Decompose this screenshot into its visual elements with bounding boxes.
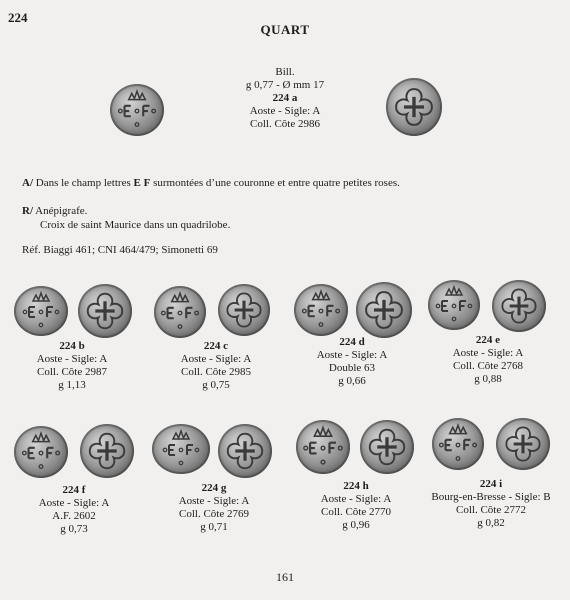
variant-mint: Aoste - Sigle: A: [316, 349, 388, 361]
obverse-text-b: surmontées d’une couronne et entre quatre petites roses.: [153, 177, 400, 189]
reverse-description: [22, 204, 562, 218]
variant-mint: Aoste - Sigle: A: [36, 353, 108, 365]
variant-id: 224 d: [339, 336, 365, 348]
variant-mint: Aoste - Sigle: A: [452, 347, 524, 359]
coin-reverse-224i: [496, 418, 550, 470]
coin-obverse-224b: [14, 286, 68, 336]
reverse-line2: Croix de saint Maurice dans un quadrilobe.: [40, 219, 231, 231]
coin-reverse-224e: [492, 280, 546, 332]
variant-collection: Coll. Côte 2768: [453, 360, 523, 372]
variant-weight: g 0,66: [338, 375, 366, 387]
coin-obverse-224c: [154, 286, 206, 338]
variant-caption: [12, 340, 132, 392]
obverse-text-a: Dans le champ lettres: [35, 177, 131, 189]
variant-mint: Aoste - Sigle: A: [178, 495, 250, 507]
variant-id: 224 g: [201, 482, 227, 494]
coin-obverse-224a: [110, 84, 164, 136]
coin-obverse-224e: [428, 280, 480, 330]
variant-caption: [154, 482, 274, 534]
variant-caption: [416, 478, 566, 530]
variant-mint: Bourg-en-Bresse - Sigle: B: [431, 491, 551, 503]
coin-obverse-224f: [14, 426, 68, 478]
main-coin-id: 224 a: [272, 92, 298, 104]
main-coin-mint: Aoste - Sigle: A: [249, 105, 321, 117]
coin-obverse-224d: [294, 284, 348, 336]
variant-collection: Coll. Côte 2772: [456, 504, 526, 516]
coin-reverse-224f: [80, 424, 134, 478]
variant-id: 224 c: [203, 340, 229, 352]
obverse-prefix: A/: [22, 177, 33, 189]
variant-caption: [428, 334, 548, 386]
variant-weight: g 0,71: [200, 521, 228, 533]
page-number: 161: [276, 570, 294, 584]
main-coin-collection: Coll. Côte 2986: [250, 118, 320, 130]
variant-id: 224 e: [475, 334, 501, 346]
coin-reverse-224a: [386, 78, 442, 136]
variant-collection: Coll. Côte 2770: [321, 506, 391, 518]
coin-reverse-224b: [78, 284, 132, 338]
variant-weight: g 0,73: [60, 523, 88, 535]
variant-caption: [156, 340, 276, 392]
variant-weight: g 0,82: [477, 517, 505, 529]
variant-weight: g 0,88: [474, 373, 502, 385]
variant-weight: g 0,75: [202, 379, 230, 391]
variant-mint: Aoste - Sigle: A: [320, 493, 392, 505]
variant-caption: [292, 336, 412, 388]
variant-id: 224 h: [343, 480, 369, 492]
variant-caption: [296, 480, 416, 532]
references: Réf. Biaggi 461; CNI 464/479; Simonetti 69: [22, 244, 218, 256]
page-section-number: 224: [8, 10, 28, 25]
reverse-prefix: R/: [22, 205, 33, 217]
coin-reverse-224c: [218, 284, 270, 336]
coin-obverse-224i: [432, 418, 484, 470]
variant-id: 224 i: [479, 478, 503, 490]
page-title: QUART: [260, 22, 310, 37]
variant-mint: Aoste - Sigle: A: [38, 497, 110, 509]
main-coin-weight-diameter: g 0,77 - Ø mm 17: [245, 79, 325, 91]
variant-collection: Double 63: [328, 362, 376, 374]
variant-id: 224 b: [59, 340, 85, 352]
main-coin-metal: Bill.: [275, 66, 295, 78]
coin-obverse-224g: [152, 424, 210, 474]
coin-reverse-224d: [356, 282, 412, 338]
variant-caption: [14, 484, 134, 536]
variant-weight: g 0,96: [342, 519, 370, 531]
variant-weight: g 1,13: [58, 379, 86, 391]
main-coin-caption: [190, 66, 380, 131]
obverse-description: [22, 176, 562, 190]
coin-obverse-224h: [296, 420, 350, 474]
variant-collection: Coll. Côte 2985: [181, 366, 251, 378]
reverse-line1: Anépigrafe.: [35, 205, 88, 217]
variant-id: 224 f: [62, 484, 86, 496]
coin-reverse-224g: [218, 424, 272, 478]
variant-collection: Coll. Côte 2769: [179, 508, 249, 520]
variant-collection: A.F. 2602: [52, 510, 96, 522]
obverse-letters: E F: [133, 177, 151, 189]
variant-mint: Aoste - Sigle: A: [180, 353, 252, 365]
variant-collection: Coll. Côte 2987: [37, 366, 107, 378]
coin-reverse-224h: [360, 420, 414, 474]
